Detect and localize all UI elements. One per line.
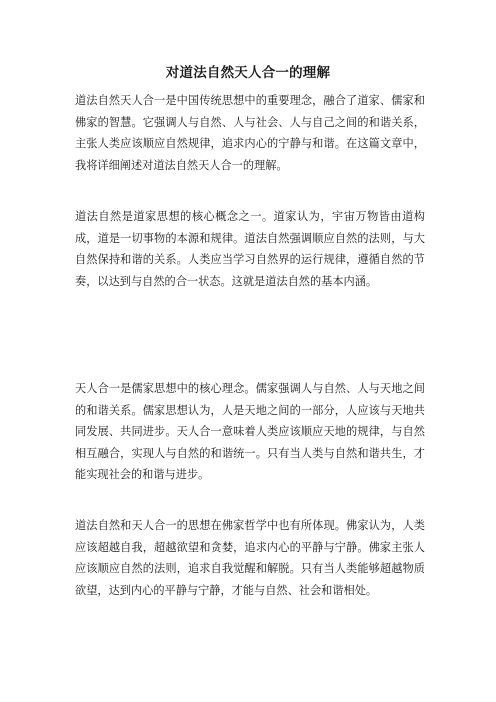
paragraph-intro: 道法自然天人合一是中国传统思想中的重要理念，融合了道家、儒家和佛家的智慧。它强调人与自然、人与社会、人与自己之间的和谐关系，主张人类应该顺应自然规律，追求内心的宁静与和谐。在这篇文章中，我将详细阐述对道法自然天人合一的理解。	[75, 94, 425, 172]
paragraph-tianrenheyi: 天人合一是儒家思想中的核心理念。儒家强调人与自然、人与天地之间的和谐关系。儒家思想认为，人是天地之间的一部分，人应该与天地共同发展、共同进步。天人合一意味着人类应该顺应天地的规律，与自然相互融合，实现人与自然的和谐统一。只有当人类与自然和谐共生，才能实现社会的和谐与进步。	[75, 382, 425, 481]
paragraph-daofaziran: 道法自然是道家思想的核心概念之一。道家认为，宇宙万物皆由道构成，道是一切事物的本源和规律。道法自然强调顺应自然的法则，与大自然保持和谐的关系。人类应当学习自然界的运行规律，遵循自然的节奏，以达到与自然的合一状态。这就是道法自然的基本内涵。	[75, 210, 425, 288]
document-title: 对道法自然天人合一的理解	[165, 65, 331, 81]
paragraph-buddhism: 道法自然和天人合一的思想在佛家哲学中也有所体现。佛家认为，人类应该超越自我，超越欲望和贪婪，追求内心的平静与宁静。佛家主张人应该顺应自然的法则，追求自我觉醒和解脱。只有当人类能够超越物质欲望，达到内心的平静与宁静，才能与自然、社会和谐相处。	[75, 519, 425, 597]
